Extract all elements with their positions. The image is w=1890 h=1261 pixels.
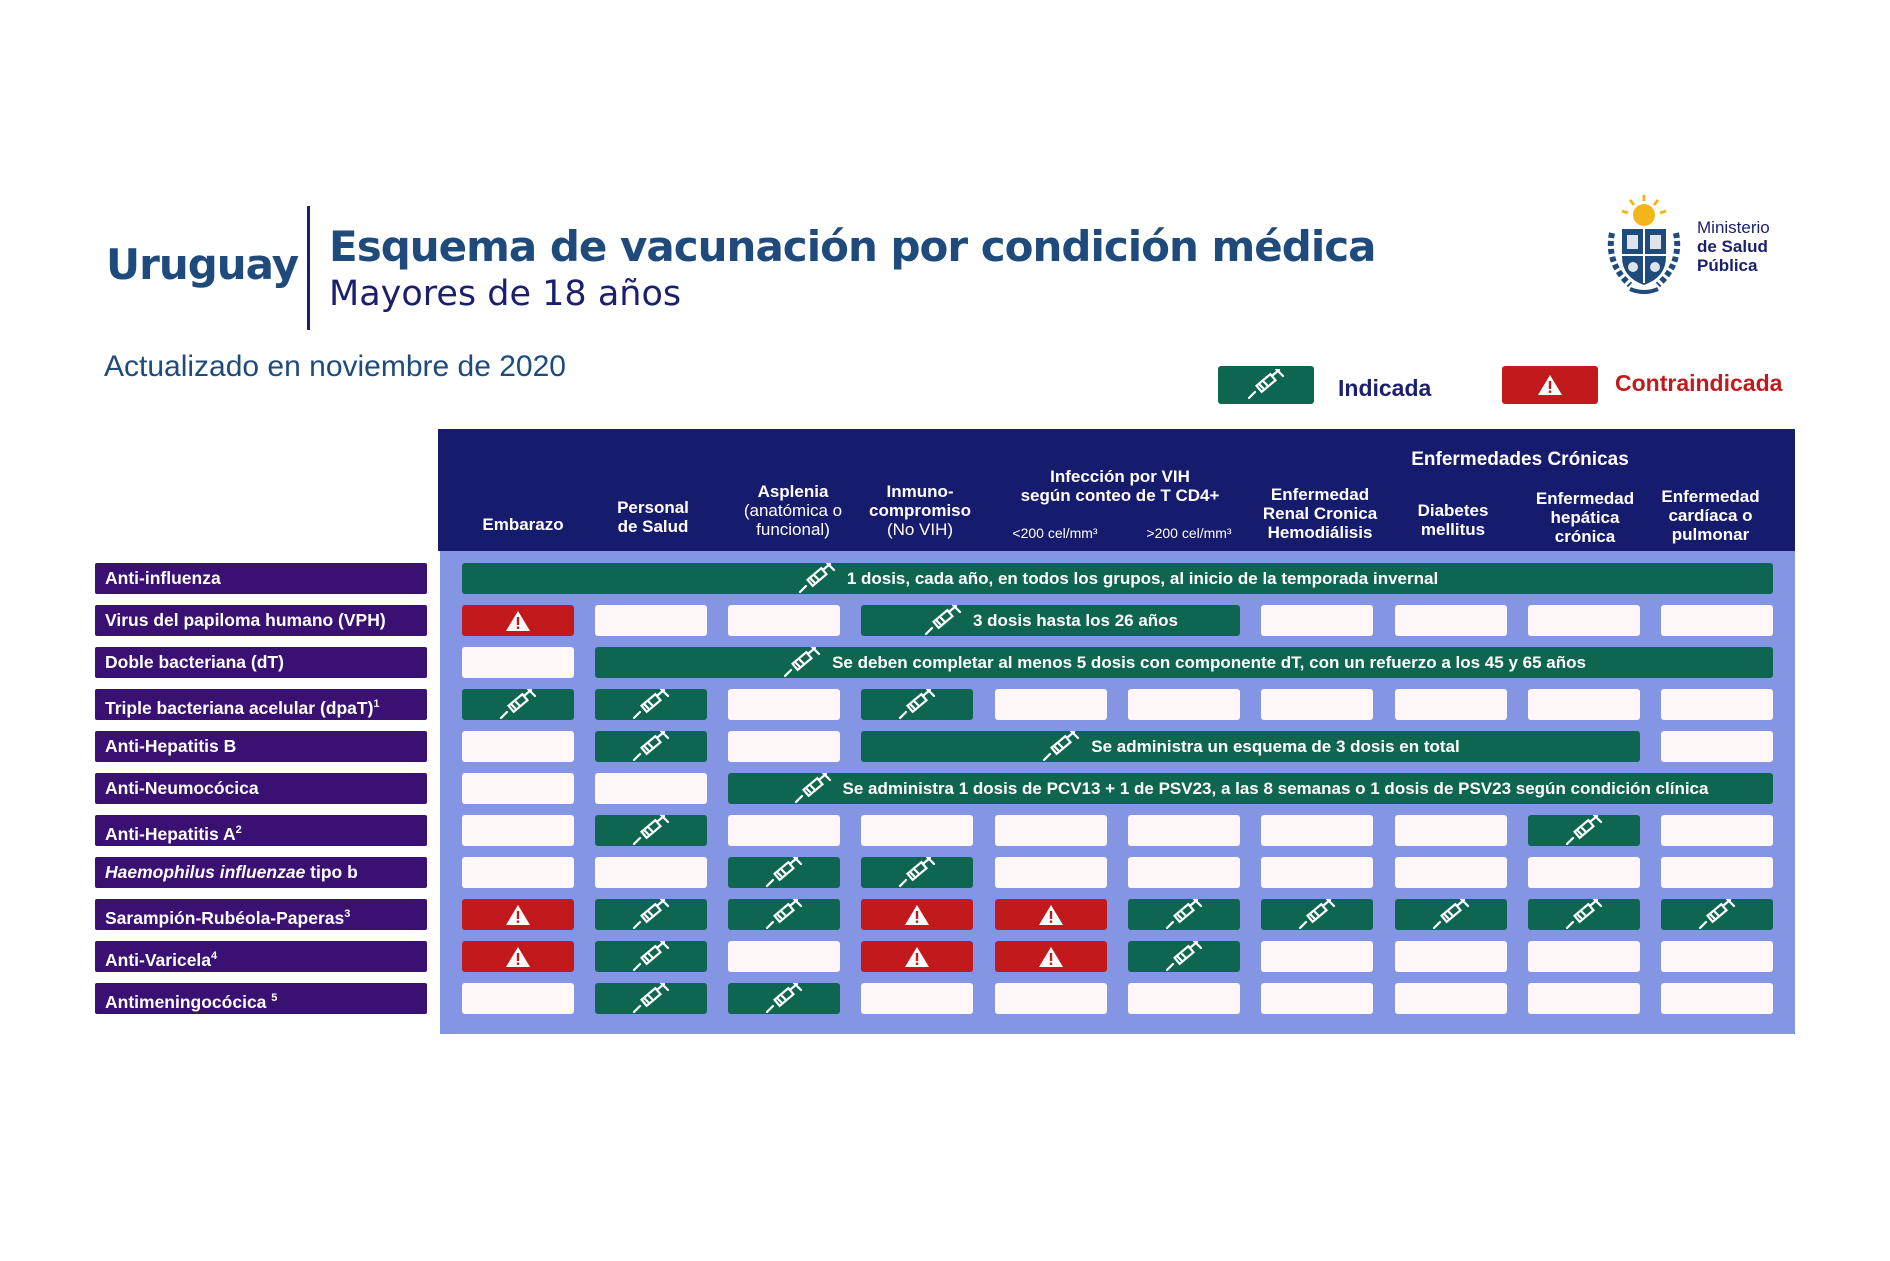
syringe-icon (631, 815, 671, 847)
syringe-icon (631, 899, 671, 931)
vaccine-label-meningococica: Antimeningocócica $^5$ (95, 983, 427, 1014)
empty-cell (995, 983, 1107, 1014)
empty-cell (1261, 689, 1373, 720)
empty-cell (462, 815, 574, 846)
contraindicated-cell (462, 941, 574, 972)
syringe-icon (923, 605, 963, 637)
syringe-icon (631, 689, 671, 721)
logo-line-1: Ministerio (1697, 218, 1770, 237)
indicated-cell (1528, 899, 1640, 930)
indicated-cell (595, 983, 707, 1014)
empty-cell (1528, 983, 1640, 1014)
empty-cell (1128, 983, 1240, 1014)
legend-indicated-swatch (1218, 366, 1314, 404)
coat-of-arms-icon (1600, 193, 1688, 297)
title-divider (307, 206, 310, 330)
empty-cell (1395, 815, 1507, 846)
syringe-icon (1041, 731, 1081, 763)
empty-cell (728, 731, 840, 762)
indicated-cell (728, 857, 840, 888)
contraindicated-cell (995, 899, 1107, 930)
col-hepatica: Enfermedad hepática crónica (1535, 489, 1635, 546)
indicated-cell (1128, 899, 1240, 930)
note-text: 3 dosis hasta los 26 años (972, 610, 1179, 630)
contraindicated-cell (861, 941, 973, 972)
legend-contraindicated-label: Contraindicada (1615, 370, 1783, 396)
vaccine-label-dt: Doble bacteriana (dT) (95, 647, 427, 678)
empty-cell (995, 857, 1107, 888)
warning-icon (505, 946, 531, 968)
indicated-cell (595, 941, 707, 972)
warning-icon (1038, 904, 1064, 926)
empty-cell (1261, 815, 1373, 846)
indicated-span (861, 731, 1640, 762)
indicated-cell (1661, 899, 1773, 930)
note-text: 1 dosis, cada año, en todos los grupos, al inicio de la temporada invernal (846, 568, 1439, 588)
syringe-icon (1246, 369, 1286, 401)
ministry-logo-text (1697, 218, 1770, 275)
empty-cell (462, 857, 574, 888)
indicated-cell (861, 857, 973, 888)
warning-icon (505, 610, 531, 632)
empty-cell (462, 647, 574, 678)
syringe-icon (1431, 899, 1471, 931)
vaccine-label-dpat: Triple bacteriana acelular (dpaT)$^1$ (95, 689, 427, 720)
empty-cell (1528, 941, 1640, 972)
empty-cell (861, 815, 973, 846)
col-group-cronicas: Enfermedades Crónicas (1411, 449, 1629, 470)
logo-line-3: Pública (1697, 256, 1758, 275)
indicated-cell (462, 689, 574, 720)
empty-cell (1395, 983, 1507, 1014)
indicated-span (595, 647, 1773, 678)
empty-cell (462, 731, 574, 762)
empty-cell (728, 689, 840, 720)
col-vih-above-200: >200 cel/mm³ (1146, 525, 1232, 541)
vaccine-label-srp: Sarampión-Rubéola-Paperas$^3$ (95, 899, 427, 930)
empty-cell (861, 983, 973, 1014)
vaccine-label-hepa: Anti-Hepatitis $A^2$ (95, 815, 427, 846)
syringe-icon (793, 773, 833, 805)
syringe-icon (1297, 899, 1337, 931)
empty-cell (595, 773, 707, 804)
empty-cell (1128, 689, 1240, 720)
indicated-cell (1395, 899, 1507, 930)
vaccine-label-influenza: Anti-influenza (95, 563, 427, 594)
legend-contraindicated-swatch (1502, 366, 1598, 404)
empty-cell (1128, 857, 1240, 888)
vaccine-label-hepb: Anti-Hepatitis B (95, 731, 427, 762)
country-title: Uruguay (106, 240, 299, 289)
indicated-cell (595, 689, 707, 720)
empty-cell (728, 941, 840, 972)
syringe-icon (498, 689, 538, 721)
syringe-icon (1164, 899, 1204, 931)
empty-cell (1528, 689, 1640, 720)
warning-icon (1537, 374, 1563, 396)
indicated-cell (1261, 899, 1373, 930)
col-inmunocompromiso: Inmuno- compromiso (No VIH) (868, 482, 972, 539)
syringe-icon (1697, 899, 1737, 931)
empty-cell (1261, 941, 1373, 972)
syringe-icon (782, 647, 822, 679)
empty-cell (595, 857, 707, 888)
indicated-cell (861, 689, 973, 720)
syringe-icon (764, 983, 804, 1015)
empty-cell (1661, 857, 1773, 888)
col-diabetes: Diabetes mellitus (1417, 501, 1489, 539)
syringe-icon (631, 941, 671, 973)
indicated-cell (728, 983, 840, 1014)
empty-cell (1661, 689, 1773, 720)
empty-cell (728, 605, 840, 636)
empty-cell (1661, 815, 1773, 846)
empty-cell (1395, 941, 1507, 972)
syringe-icon (1164, 941, 1204, 973)
contraindicated-cell (462, 605, 574, 636)
empty-cell (1528, 605, 1640, 636)
empty-cell (462, 773, 574, 804)
warning-icon (904, 904, 930, 926)
col-renal: Enfermedad Renal Cronica Hemodiálisis (1262, 485, 1378, 542)
empty-cell (1661, 983, 1773, 1014)
syringe-icon (764, 899, 804, 931)
vaccine-label-vph: Virus del papiloma humano (VPH) (95, 605, 427, 636)
col-vih: Infección por VIH según conteo de T CD4+ (1020, 467, 1220, 505)
vaccine-label-hib: Haemophilus influenzae tipo b (95, 857, 427, 888)
indicated-cell (1528, 815, 1640, 846)
syringe-icon (764, 857, 804, 889)
empty-cell (995, 689, 1107, 720)
empty-cell (1128, 815, 1240, 846)
empty-cell (595, 605, 707, 636)
vaccine-label-varicela: Anti-Varicela$^4$ (95, 941, 427, 972)
empty-cell (1261, 983, 1373, 1014)
indicated-cell (595, 731, 707, 762)
syringe-icon (631, 983, 671, 1015)
indicated-cell (595, 815, 707, 846)
col-vih-below-200: <200 cel/mm³ (1012, 525, 1098, 541)
note-text: Se administra un esquema de 3 dosis en total (1091, 736, 1460, 756)
contraindicated-cell (995, 941, 1107, 972)
empty-cell (728, 815, 840, 846)
empty-cell (1661, 605, 1773, 636)
col-embarazo: Embarazo (482, 515, 564, 534)
legend-indicated-label: Indicada (1338, 375, 1432, 401)
warning-icon (505, 904, 531, 926)
empty-cell (462, 983, 574, 1014)
empty-cell (1528, 857, 1640, 888)
indicated-cell (595, 899, 707, 930)
syringe-icon (897, 857, 937, 889)
empty-cell (1661, 731, 1773, 762)
col-cardiaca: Enfermedad cardíaca o pulmonar (1661, 487, 1760, 544)
syringe-icon (797, 563, 837, 595)
empty-cell (1661, 941, 1773, 972)
empty-cell (1395, 605, 1507, 636)
indicated-span (728, 773, 1773, 804)
col-personal-salud: Personal de Salud (617, 498, 689, 536)
contraindicated-cell (861, 899, 973, 930)
page-subtitle: Mayores de 18 años (329, 274, 682, 314)
contraindicated-cell (462, 899, 574, 930)
note-text: Se deben completar al menos 5 dosis con componente dT, con un refuerzo a los 45 y 65 años (832, 652, 1586, 672)
syringe-icon (631, 731, 671, 763)
indicated-cell (728, 899, 840, 930)
empty-cell (995, 815, 1107, 846)
empty-cell (1261, 857, 1373, 888)
updated-date: Actualizado en noviembre de 2020 (104, 350, 566, 383)
indicated-span (462, 563, 1773, 594)
syringe-icon (1564, 899, 1604, 931)
logo-line-2: de Salud (1697, 237, 1768, 256)
page-title: Esquema de vacunación por condición médica (329, 222, 1376, 271)
empty-cell (1395, 689, 1507, 720)
syringe-icon (897, 689, 937, 721)
warning-icon (1038, 946, 1064, 968)
syringe-icon (1564, 815, 1604, 847)
empty-cell (1395, 857, 1507, 888)
vaccine-label-neumococica: Anti-Neumocócica (95, 773, 427, 804)
empty-cell (1261, 605, 1373, 636)
indicated-cell (1128, 941, 1240, 972)
indicated-span (861, 605, 1240, 636)
note-text: Se administra 1 dosis de PCV13 + 1 de PSV23, a las 8 semanas o 1 dosis de PSV23 según condición clínica (842, 778, 1709, 798)
col-asplenia: Asplenia (anatómica o funcional) (743, 482, 843, 539)
warning-icon (904, 946, 930, 968)
